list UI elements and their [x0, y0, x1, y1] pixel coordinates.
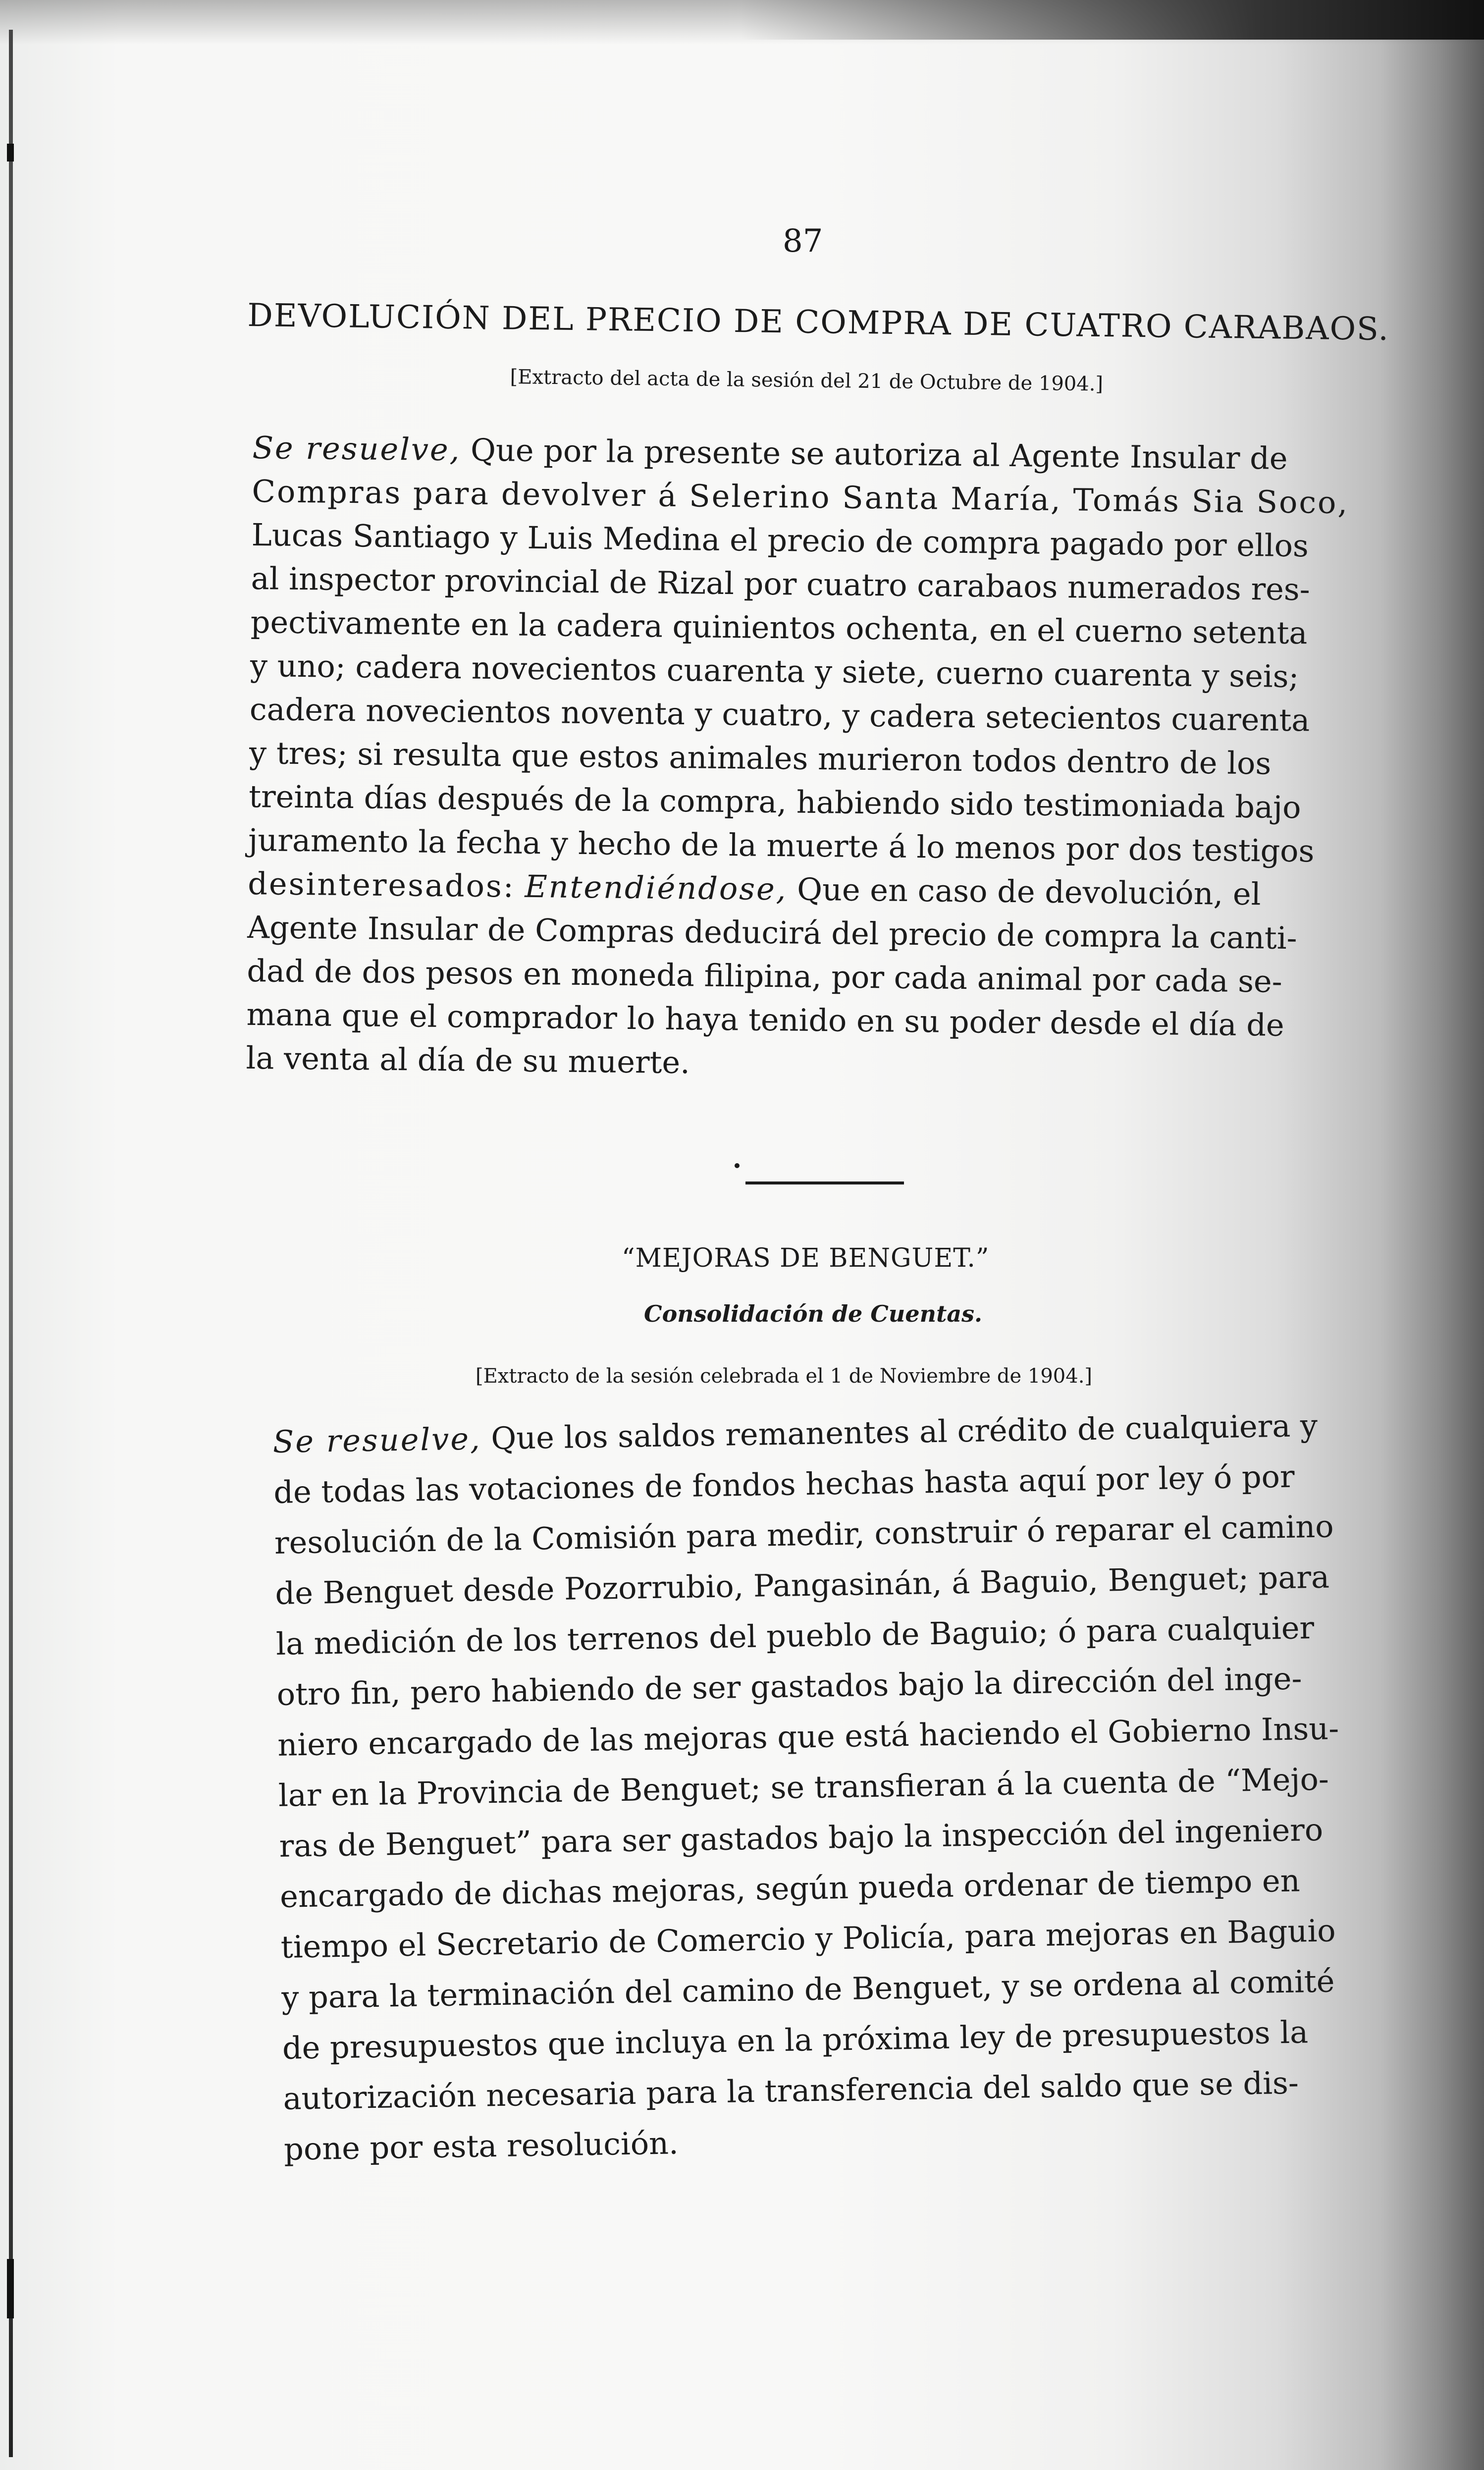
paragraph-line: Se resuelve, Que los saldos remanentes al crédito de cualquiera y	[272, 1407, 1318, 1460]
left-edge-mark	[7, 2259, 14, 2318]
paragraph-line: y para la terminación del camino de Benguet, y se ordena al comité	[281, 1963, 1335, 2016]
section-separator	[745, 1181, 904, 1184]
paragraph-line: Compras para devolver á Selerino Santa María, Tomás Sia Soco,	[252, 473, 1349, 521]
paragraph-line: niero encargado de las mejoras que está haciendo el Gobierno Insu-	[277, 1710, 1339, 1763]
paragraph-line: treinta días después de la compra, habiendo sido testimoniada bajo	[248, 778, 1301, 826]
paragraph-line: otro fin, pero habiendo de ser gastados bajo la dirección del inge-	[276, 1660, 1302, 1713]
left-page-edge	[9, 30, 13, 2457]
paragraph-line: mana que el comprador lo haya tenido en su poder desde el día de	[246, 996, 1285, 1043]
paragraph-line: juramento la fecha y hecho de la muerte á lo menos por dos testigos	[248, 821, 1315, 869]
paragraph-line: pone por esta resolución.	[283, 2125, 679, 2167]
left-edge-mark	[7, 144, 14, 161]
paragraph-line: y uno; cadera novecientos cuarenta y siete, cuerno cuarenta y seis;	[250, 647, 1299, 695]
paragraph-line: autorización necesaria para la transferencia del saldo que se dis-	[283, 2064, 1299, 2117]
paragraph-line: encargado de dichas mejoras, según pueda ordenar de tiempo en	[279, 1862, 1301, 1915]
paragraph-line: de Benguet desde Pozorrubio, Pangasinán, á Baguio, Benguet; para	[275, 1558, 1330, 1611]
paragraph-line: y tres; si resulta que estos animales murieron todos dentro de los	[249, 734, 1272, 782]
resolution-paragraph	[246, 426, 1349, 1091]
section-title: “MEJORAS DE BENGUET.”	[622, 1243, 990, 1273]
italic-term: Entendiéndose,	[525, 868, 788, 908]
paragraph-line: lar en la Provincia de Benguet; se transfieran á la cuenta de “Mejo-	[278, 1761, 1329, 1814]
resolution-paragraph	[272, 1400, 1349, 2175]
paragraph-line: ras de Benguet” para ser gastados bajo la inspección del ingeniero	[279, 1811, 1324, 1864]
paragraph-line: pectivamente en la cadera quinientos ochenta, en el cuerno setenta	[250, 603, 1308, 651]
section-source-note: [Extracto del acta de la sesión del 21 de Octubre de 1904.]	[510, 366, 1104, 396]
paragraph-line: la medición de los terrenos del pueblo de Baguio; ó para cualquier	[275, 1610, 1315, 1662]
paragraph-line: la venta al día de su muerte.	[246, 1039, 690, 1081]
paragraph-line: al inspector provincial de Rizal por cuatro carabaos numerados res-	[251, 560, 1311, 608]
paragraph-line: cadera novecientos noventa y cuatro, y cadera setecientos cuarenta	[249, 691, 1310, 739]
section-subtitle: Consolidación de Cuentas.	[644, 1300, 983, 1327]
top-right-binding-shadow	[741, 0, 1484, 40]
section-source-note: [Extracto de la sesión celebrada el 1 de Noviembre de 1904.]	[476, 1365, 1093, 1388]
paragraph-line: dad de dos pesos en moneda filipina, por cada animal por cada se-	[247, 952, 1283, 1000]
paragraph-line: Lucas Santiago y Luis Medina el precio de compra pagado por ellos	[251, 516, 1309, 564]
section-title: DEVOLUCIÓN DEL PRECIO DE COMPRA DE CUATRO CARABAOS.	[247, 297, 1390, 348]
paragraph-line: de todas las votaciones de fondos hechas hasta aquí por ley ó por	[273, 1458, 1295, 1510]
lead-in: Se resuelve,	[252, 429, 461, 468]
separator-dot	[735, 1163, 740, 1168]
paragraph-line: tiempo el Secretario de Comercio y Policía, para mejoras en Baguio	[280, 1912, 1336, 1965]
lead-in: Se resuelve,	[272, 1420, 482, 1460]
paragraph-line: desinteresados: Entendiéndose, Que en caso de devolución, el	[247, 865, 1261, 913]
paragraph-line: de presupuestos que incluya en la próxima ley de presupuestos la	[282, 2014, 1309, 2066]
paragraph-line: Agente Insular de Compras deducirá del precio de compra la canti-	[247, 909, 1297, 957]
paragraph-line: resolución de la Comisión para medir, construir ó reparar el camino	[274, 1508, 1334, 1561]
paragraph-line: Se resuelve, Que por la presente se autoriza al Agente Insular de	[252, 429, 1288, 477]
page-number: 87	[783, 223, 823, 260]
